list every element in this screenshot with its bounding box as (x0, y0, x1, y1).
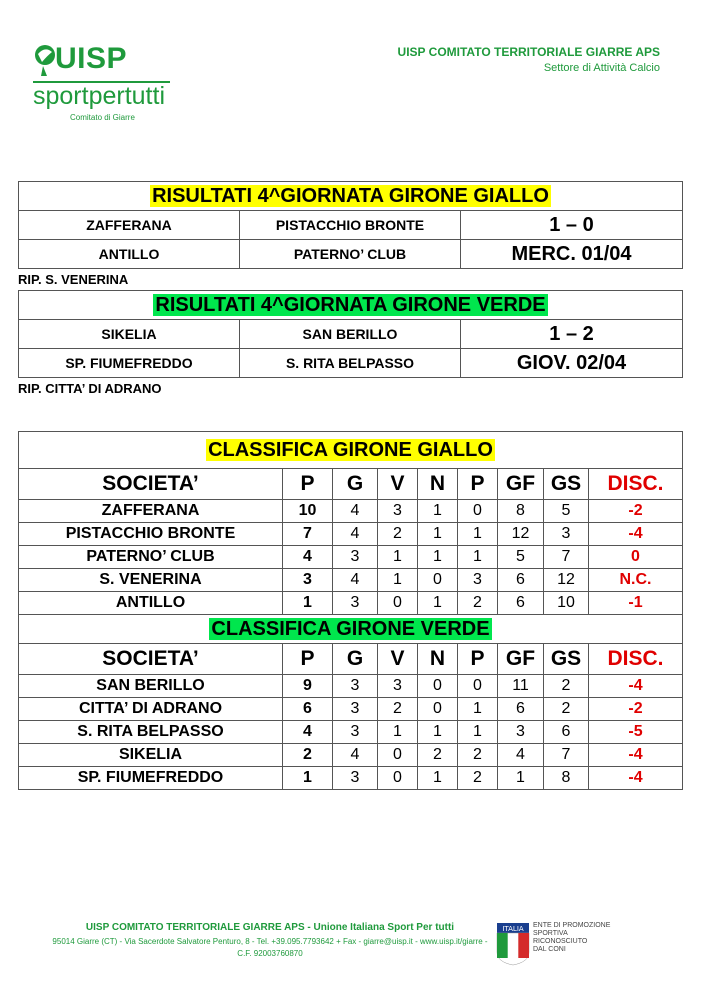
away-team: PISTACCHIO BRONTE (240, 211, 461, 240)
goals-for: 6 (498, 592, 544, 615)
home-team: SP. FIUMEFREDDO (19, 349, 240, 378)
uisp-logo-icon (33, 42, 57, 76)
footer-org-line: UISP COMITATO TERRITORIALE GIARRE APS - Unione Italiana Sport Per tutti (85, 922, 455, 933)
col-perse: P (458, 644, 498, 675)
won: 1 (378, 546, 418, 569)
points: 4 (283, 721, 333, 744)
home-team: ZAFFERANA (19, 211, 240, 240)
drawn: 1 (418, 721, 458, 744)
lost: 0 (458, 675, 498, 698)
standings-row (19, 744, 683, 767)
col-gf: GF (498, 644, 544, 675)
discipline: -1 (589, 592, 683, 615)
points: 7 (283, 523, 333, 546)
coni-line: SPORTIVA (533, 930, 568, 937)
standings-row (19, 675, 683, 698)
match-score: GIOV. 02/04 (461, 349, 683, 378)
won: 2 (378, 698, 418, 721)
coni-recognition-text (533, 922, 610, 954)
col-gs: GS (544, 644, 589, 675)
team-name: PATERNO’ CLUB (19, 546, 283, 569)
standings-row (19, 569, 683, 592)
match-row (19, 349, 683, 378)
standings-row (19, 767, 683, 790)
goals-against: 10 (544, 592, 589, 615)
drawn: 1 (418, 500, 458, 523)
won: 3 (378, 675, 418, 698)
col-gf: GF (498, 469, 544, 500)
team-name: PISTACCHIO BRONTE (19, 523, 283, 546)
discipline: -2 (589, 698, 683, 721)
played: 3 (333, 721, 378, 744)
played: 4 (333, 500, 378, 523)
drawn: 1 (418, 767, 458, 790)
goals-against: 6 (544, 721, 589, 744)
goals-for: 4 (498, 744, 544, 767)
col-nulle: N (418, 469, 458, 500)
badge-label: ITALIA (502, 925, 524, 933)
discipline: 0 (589, 546, 683, 569)
goals-against: 7 (544, 546, 589, 569)
rest-team-giallo: RIP. S. VENERINA (18, 272, 129, 287)
standings-header-row (19, 644, 683, 675)
away-team: S. RITA BELPASSO (240, 349, 461, 378)
won: 1 (378, 721, 418, 744)
col-giocate: G (333, 469, 378, 500)
col-disc: DISC. (589, 644, 683, 675)
lost: 2 (458, 767, 498, 790)
team-name: ZAFFERANA (19, 500, 283, 523)
played: 3 (333, 767, 378, 790)
goals-against: 12 (544, 569, 589, 592)
match-row (19, 211, 683, 240)
logo-uisp-text: UISP (55, 42, 128, 75)
logo-subtitle: Comitato di Giarre (70, 113, 135, 122)
col-vinte: V (378, 469, 418, 500)
played: 3 (333, 698, 378, 721)
drawn: 0 (418, 698, 458, 721)
rest-team-verde: RIP. CITTA’ DI ADRANO (18, 381, 162, 396)
org-subtitle: Settore di Attività Calcio (543, 62, 660, 74)
standings-row (19, 546, 683, 569)
col-societa: SOCIETA’ (19, 644, 283, 675)
goals-against: 3 (544, 523, 589, 546)
goals-for: 12 (498, 523, 544, 546)
won: 1 (378, 569, 418, 592)
points: 6 (283, 698, 333, 721)
goals-against: 8 (544, 767, 589, 790)
drawn: 1 (418, 592, 458, 615)
col-nulle: N (418, 644, 458, 675)
col-gs: GS (544, 469, 589, 500)
away-team: SAN BERILLO (240, 320, 461, 349)
lost: 1 (458, 721, 498, 744)
played: 4 (333, 744, 378, 767)
won: 3 (378, 500, 418, 523)
goals-against: 7 (544, 744, 589, 767)
coni-shield-icon (496, 922, 530, 966)
team-name: SP. FIUMEFREDDO (19, 767, 283, 790)
won: 0 (378, 592, 418, 615)
team-name: SAN BERILLO (19, 675, 283, 698)
standings-row (19, 500, 683, 523)
col-punti: P (283, 644, 333, 675)
points: 2 (283, 744, 333, 767)
results-giallo-title: RISULTATI 4^GIORNATA GIRONE GIALLO (19, 182, 683, 211)
played: 4 (333, 569, 378, 592)
results-verde-table (18, 290, 683, 378)
goals-against: 5 (544, 500, 589, 523)
col-vinte: V (378, 644, 418, 675)
match-row (19, 240, 683, 269)
lost: 2 (458, 744, 498, 767)
played: 3 (333, 592, 378, 615)
footer-cf-line: C.F. 92003760870 (237, 949, 303, 958)
discipline: N.C. (589, 569, 683, 592)
away-team: PATERNO’ CLUB (240, 240, 461, 269)
coni-line: RICONOSCIUTO (533, 938, 588, 945)
played: 3 (333, 675, 378, 698)
col-punti: P (283, 469, 333, 500)
standings-row (19, 592, 683, 615)
goals-for: 8 (498, 500, 544, 523)
lost: 2 (458, 592, 498, 615)
drawn: 1 (418, 523, 458, 546)
points: 3 (283, 569, 333, 592)
goals-against: 2 (544, 675, 589, 698)
team-name: CITTA’ DI ADRANO (19, 698, 283, 721)
points: 9 (283, 675, 333, 698)
col-giocate: G (333, 644, 378, 675)
team-name: ANTILLO (19, 592, 283, 615)
points: 1 (283, 767, 333, 790)
org-title: UISP COMITATO TERRITORIALE GIARRE APS (397, 45, 660, 59)
points: 1 (283, 592, 333, 615)
footer-address (0, 936, 540, 960)
won: 2 (378, 523, 418, 546)
standings-giallo-title: CLASSIFICA GIRONE GIALLO (19, 432, 683, 469)
lost: 3 (458, 569, 498, 592)
lost: 0 (458, 500, 498, 523)
won: 0 (378, 744, 418, 767)
discipline: -4 (589, 744, 683, 767)
points: 10 (283, 500, 333, 523)
coni-line: DAL CONI (533, 946, 566, 953)
discipline: -4 (589, 523, 683, 546)
col-societa: SOCIETA’ (19, 469, 283, 500)
goals-for: 6 (498, 569, 544, 592)
match-score: 1 – 2 (461, 320, 683, 349)
goals-for: 6 (498, 698, 544, 721)
discipline: -4 (589, 767, 683, 790)
goals-for: 3 (498, 721, 544, 744)
drawn: 1 (418, 546, 458, 569)
standings-header-row (19, 469, 683, 500)
team-name: S. RITA BELPASSO (19, 721, 283, 744)
col-disc: DISC. (589, 469, 683, 500)
goals-against: 2 (544, 698, 589, 721)
lost: 1 (458, 523, 498, 546)
played: 3 (333, 546, 378, 569)
lost: 1 (458, 698, 498, 721)
goals-for: 1 (498, 767, 544, 790)
discipline: -5 (589, 721, 683, 744)
footer-address-line: 95014 Giarre (CT) - Via Sacerdote Salvatore Penturo, 8 - Tel. +39.095.7793642 + Fax - giarre@uisp.it - www.uisp.it/giarre - (52, 937, 488, 946)
home-team: SIKELIA (19, 320, 240, 349)
col-perse: P (458, 469, 498, 500)
match-score: 1 – 0 (461, 211, 683, 240)
standings-verde-title: CLASSIFICA GIRONE VERDE (19, 615, 683, 644)
drawn: 0 (418, 569, 458, 592)
match-row (19, 320, 683, 349)
drawn: 0 (418, 675, 458, 698)
standings-row (19, 698, 683, 721)
lost: 1 (458, 546, 498, 569)
team-name: SIKELIA (19, 744, 283, 767)
discipline: -4 (589, 675, 683, 698)
drawn: 2 (418, 744, 458, 767)
logo-sportpertutti-text: sportpertutti (33, 82, 166, 110)
home-team: ANTILLO (19, 240, 240, 269)
goals-for: 5 (498, 546, 544, 569)
standings-row (19, 721, 683, 744)
played: 4 (333, 523, 378, 546)
points: 4 (283, 546, 333, 569)
won: 0 (378, 767, 418, 790)
coni-line: ENTE DI PROMOZIONE (533, 922, 611, 929)
results-verde-title: RISULTATI 4^GIORNATA GIRONE VERDE (19, 291, 683, 320)
team-name: S. VENERINA (19, 569, 283, 592)
standings-table (18, 431, 683, 790)
goals-for: 11 (498, 675, 544, 698)
match-score: MERC. 01/04 (461, 240, 683, 269)
results-giallo-table (18, 181, 683, 269)
discipline: -2 (589, 500, 683, 523)
standings-row (19, 523, 683, 546)
